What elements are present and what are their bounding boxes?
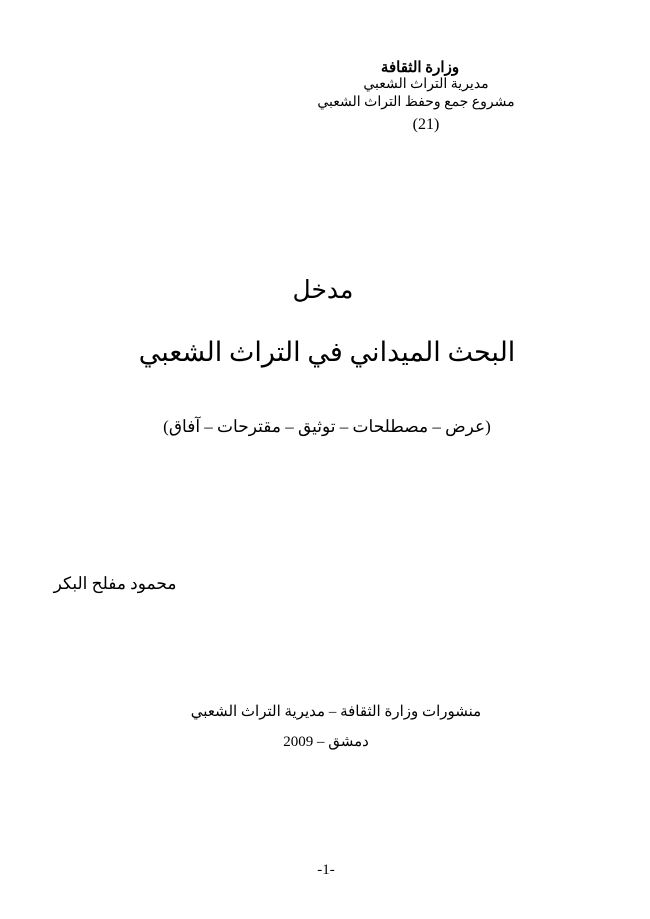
title-intro: مدخل <box>292 277 354 304</box>
series-number: (21) <box>412 116 440 133</box>
author-name: محمود مفلح البكر <box>53 574 177 593</box>
ministry-name: وزارة الثقافة <box>380 60 460 76</box>
page-subtitle: (عرض – مصطلحات – توثيق – مقترحات – آفاق) <box>163 417 491 436</box>
place-year: دمشق – 2009 <box>283 734 369 750</box>
publisher-line: منشورات وزارة الثقافة – مديرية التراث الشعبي <box>190 704 482 720</box>
directorate-name: مديرية التراث الشعبي <box>363 77 489 92</box>
project-name: مشروع جمع وحفظ التراث الشعبي <box>317 95 515 110</box>
page-title: البحث الميداني في التراث الشعبي <box>138 337 516 367</box>
page-number: -1- <box>317 862 335 878</box>
